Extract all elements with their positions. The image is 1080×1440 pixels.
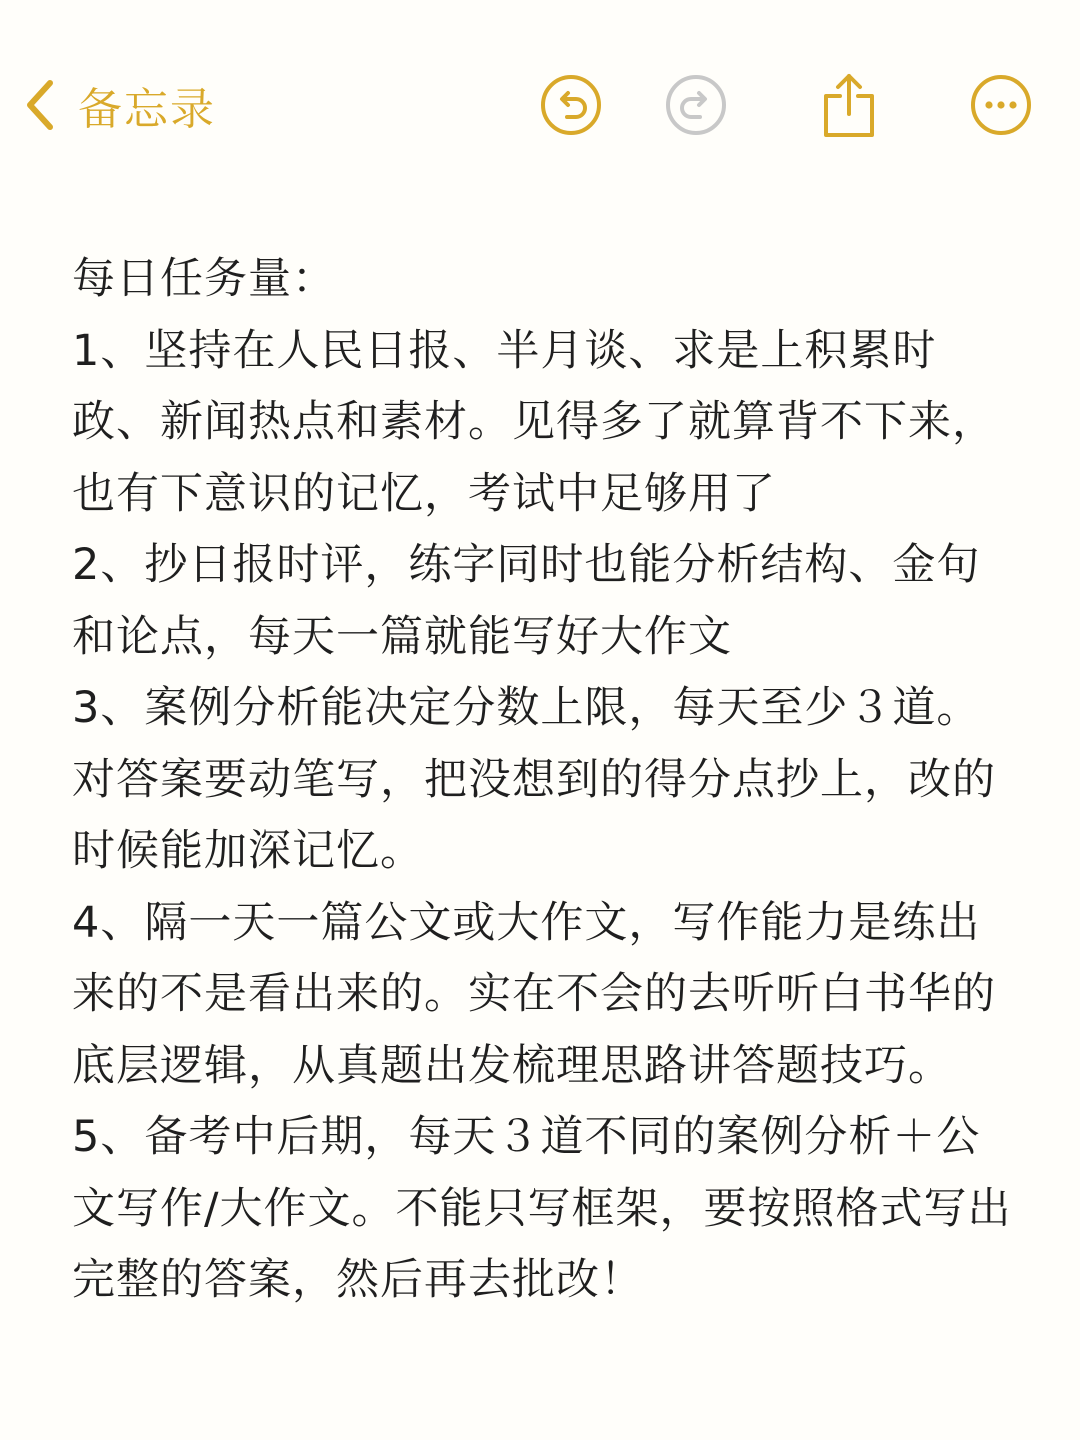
navigation-bar — [0, 0, 1080, 210]
share-button[interactable] — [816, 72, 882, 138]
note-body[interactable] — [72, 244, 1012, 1317]
more-button[interactable] — [968, 72, 1034, 138]
back-button[interactable] — [20, 72, 216, 138]
note-item-3: 3、案例分析能决定分数上限，每天至少３道。对答案要动笔写，把没想到的得分点抄上，改的时候能加深记忆。 — [72, 683, 996, 876]
note-title: 每日任务量： — [72, 254, 336, 304]
note-item-2: 2、抄日报时评，练字同时也能分析结构、金句和论点，每天一篇就能写好大作文 — [72, 540, 981, 662]
more-icon — [968, 72, 1034, 138]
redo-button[interactable] — [663, 72, 729, 138]
undo-button[interactable] — [538, 72, 604, 138]
redo-icon — [663, 72, 729, 138]
chevron-left-icon — [20, 75, 60, 135]
share-icon — [816, 72, 882, 138]
back-label: 备忘录 — [78, 84, 216, 135]
note-item-4: 4、隔一天一篇公文或大作文，写作能力是练出来的不是看出来的。实在不会的去听听白书华的底层逻辑，从真题出发梳理思路讲答题技巧。 — [72, 897, 996, 1091]
undo-icon — [538, 72, 604, 138]
note-item-5: 5、备考中后期，每天３道不同的案例分析＋公文写作/大作文。不能只写框架，要按照格式写出完整的答案，然后再去批改！ — [72, 1112, 1012, 1305]
note-item-1: 1、坚持在人民日报、半月谈、求是上积累时政、新闻热点和素材。见得多了就算背不下来，也有下意识的记忆，考试中足够用了 — [72, 325, 996, 519]
